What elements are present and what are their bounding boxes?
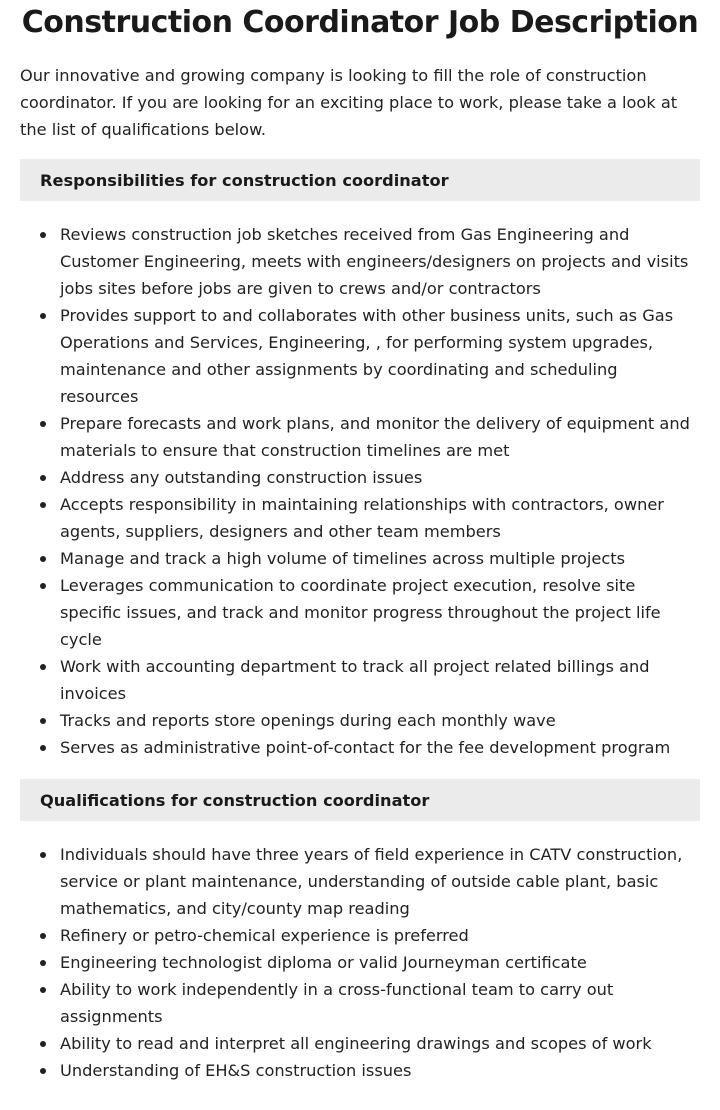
qualifications-heading-label: Qualifications for construction coordinator xyxy=(40,790,430,810)
list-item-text: Understanding of EH&S construction issues xyxy=(60,1061,412,1080)
bullet-icon xyxy=(40,313,46,319)
list-item-text: Manage and track a high volume of timelines across multiple projects xyxy=(60,549,626,568)
list-item xyxy=(20,1057,700,1084)
list-item-text: Accepts responsibility in maintaining relationships with contractors, owner agents, suppliers, designers and other team members xyxy=(60,495,664,541)
list-item xyxy=(20,410,700,464)
list-item xyxy=(20,491,700,545)
bullet-icon xyxy=(40,421,46,427)
bullet-icon xyxy=(40,745,46,751)
responsibilities-heading-label: Responsibilities for construction coordinator xyxy=(40,170,449,190)
bullet-icon xyxy=(40,1068,46,1074)
list-item xyxy=(20,976,700,1030)
qualifications-heading xyxy=(20,779,700,821)
list-item-text: Engineering technologist diploma or valid Journeyman certificate xyxy=(60,953,587,972)
list-item xyxy=(20,545,700,572)
list-item-text: Work with accounting department to track all project related billings and invoices xyxy=(60,657,650,703)
list-item xyxy=(20,464,700,491)
list-item xyxy=(20,653,700,707)
list-item xyxy=(20,734,700,761)
responsibilities-list xyxy=(20,221,700,761)
list-item xyxy=(20,221,700,302)
list-item xyxy=(20,302,700,410)
list-item xyxy=(20,707,700,734)
bullet-icon xyxy=(40,718,46,724)
list-item-text: Ability to read and interpret all engineering drawings and scopes of work xyxy=(60,1034,652,1053)
bullet-icon xyxy=(40,232,46,238)
list-item xyxy=(20,949,700,976)
qualifications-list xyxy=(20,841,700,1084)
list-item xyxy=(20,1030,700,1057)
bullet-icon xyxy=(40,933,46,939)
list-item-text: Reviews construction job sketches received from Gas Engineering and Customer Engineering, meets with engineers/designers on projects and visits jobs sites before jobs are given to crews and/or contractors xyxy=(60,225,689,298)
list-item-text: Refinery or petro-chemical experience is preferred xyxy=(60,926,469,945)
list-item-text: Serves as administrative point-of-contact for the fee development program xyxy=(60,738,671,757)
list-item-text: Prepare forecasts and work plans, and monitor the delivery of equipment and materials to ensure that construction timelines are met xyxy=(60,414,690,460)
responsibilities-heading xyxy=(20,159,700,201)
bullet-icon xyxy=(40,987,46,993)
list-item-text: Address any outstanding construction issues xyxy=(60,468,423,487)
list-item xyxy=(20,572,700,653)
list-item xyxy=(20,922,700,949)
list-item xyxy=(20,841,700,922)
bullet-icon xyxy=(40,475,46,481)
bullet-icon xyxy=(40,1041,46,1047)
list-item-text: Ability to work independently in a cross-functional team to carry out assignments xyxy=(60,980,614,1026)
page-title: Construction Coordinator Job Description xyxy=(21,5,699,40)
bullet-icon xyxy=(40,664,46,670)
bullet-icon xyxy=(40,556,46,562)
list-item-text: Tracks and reports store openings during each monthly wave xyxy=(60,711,556,730)
bullet-icon xyxy=(40,583,46,589)
bullet-icon xyxy=(40,852,46,858)
list-item-text: Provides support to and collaborates with other business units, such as Gas Operations and Services, Engineering, , for performing system upgrades, maintenance and other assignments by coordinating and scheduling resources xyxy=(60,306,674,406)
intro-paragraph: Our innovative and growing company is looking to fill the role of construction coordinator. If you are looking for an exciting place to work, please take a look at the list of qualifications below. xyxy=(20,66,678,139)
list-item-text: Individuals should have three years of field experience in CATV construction, service or plant maintenance, understanding of outside cable plant, basic mathematics, and city/county map reading xyxy=(60,845,683,918)
bullet-icon xyxy=(40,960,46,966)
bullet-icon xyxy=(40,502,46,508)
list-item-text: Leverages communication to coordinate project execution, resolve site specific issues, and track and monitor progress throughout the project life cycle xyxy=(60,576,661,649)
